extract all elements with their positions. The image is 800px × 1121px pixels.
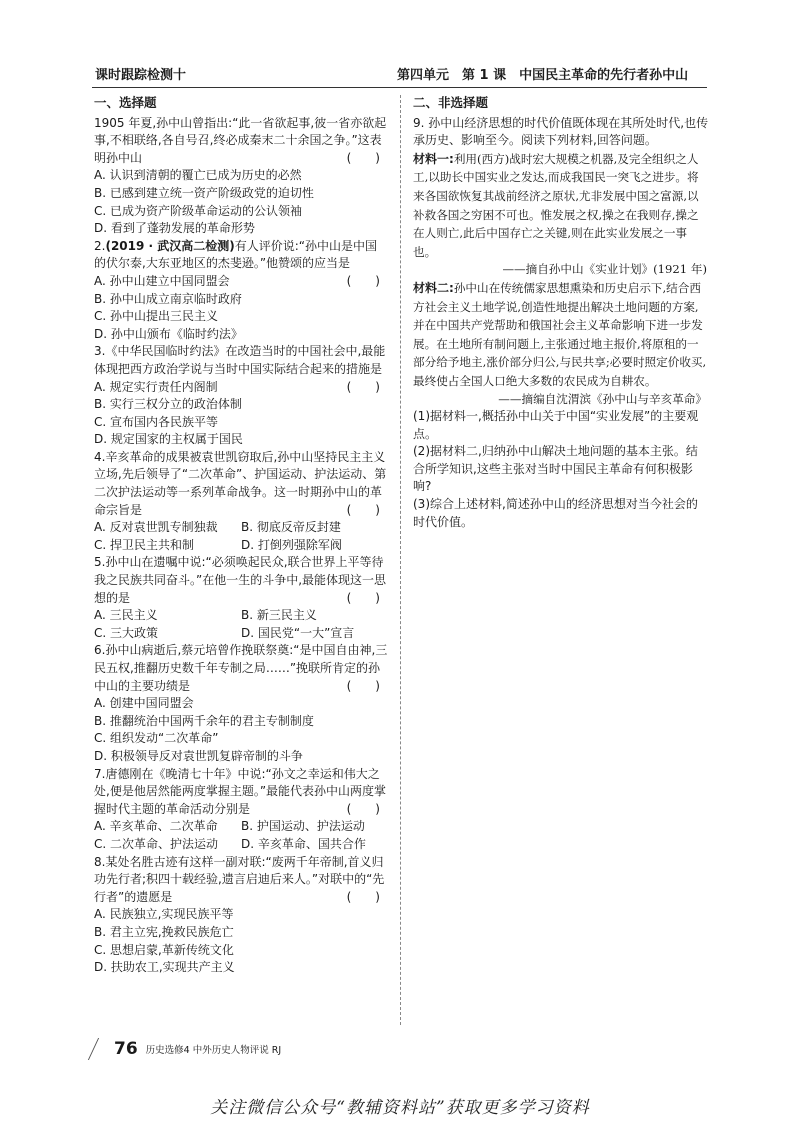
question-stem: 4.辛亥革命的成果被袁世凯窃取后,孙中山坚持民主主义立场,先后领导了“二次革命”、护国运动、护法运动、第二次护法运动等一系列革命战争。这一时期孙中山的革命宗旨是 ( ) bbox=[94, 449, 388, 519]
question-4 bbox=[94, 449, 388, 555]
answer-parentheses: ( ) bbox=[346, 502, 380, 517]
right-column bbox=[413, 92, 709, 531]
question-stem: 2.(2019 · 武汉高二检测)有人评价说:“孙中山是中国的伏尔泰,大东亚地区的杰斐逊。”他赞颂的应当是 ( ) bbox=[94, 238, 388, 273]
page-footer bbox=[93, 1038, 281, 1060]
question-source-tag: (2019 · 武汉高二检测) bbox=[105, 238, 235, 253]
question-stem: 1905 年夏,孙中山曾指出:“此一省欲起事,彼一省亦欲起事,不相联络,各自号召,终必成秦末二十余国之争。”这表明孙中山 ( ) bbox=[94, 115, 388, 168]
material-2 bbox=[413, 279, 709, 391]
material-1 bbox=[413, 150, 709, 262]
section-title-choice: 一、选择题 bbox=[94, 95, 157, 110]
option-a[interactable]: A. 孙中山建立中国同盟会 bbox=[94, 273, 230, 288]
option-d[interactable]: D. 看到了蓬勃发展的革命形势 bbox=[94, 221, 255, 236]
option-c[interactable]: C. 二次革命、护法运动 bbox=[94, 836, 219, 851]
option-c[interactable]: C. 组织发动“二次革命” bbox=[94, 731, 219, 746]
question-stem: 3.《中华民国临时约法》在改造当时的中国社会中,最能体现把西方政治学说与当时中国实际结合起来的措施是 ( ) bbox=[94, 343, 388, 378]
handwritten-promo-note: 关注微信公众号“教辅资料站”获取更多学习资料 bbox=[210, 1098, 590, 1118]
option-b[interactable]: B. 推翻统治中国两千余年的君主专制制度 bbox=[94, 713, 314, 728]
book-title: 历史选修4 中外历史人物评说 RJ bbox=[145, 1045, 282, 1056]
option-b[interactable]: B. 彻底反帝反封建 bbox=[241, 520, 341, 535]
question-7 bbox=[94, 766, 388, 854]
question-stem: 7.唐德刚在《晚清七十年》中说:“孙文之幸运和伟大之处,便是他居然能两度掌握主题。”最能代表孙中山两度掌握时代主题的革命活动分别是 ( ) bbox=[94, 766, 388, 819]
option-d[interactable]: D. 扶助农工,实现共产主义 bbox=[94, 960, 235, 975]
answer-parentheses: ( ) bbox=[346, 801, 380, 816]
material-1-source: ——摘自孙中山《实业计划》(1921 年) bbox=[502, 262, 707, 277]
question-1 bbox=[94, 115, 388, 238]
options-row bbox=[94, 607, 388, 625]
option-d[interactable]: D. 孙中山颁布《临时约法》 bbox=[94, 326, 243, 341]
left-column bbox=[94, 92, 388, 977]
material-2-source: ——摘编自沈渭滨《孙中山与辛亥革命》 bbox=[498, 391, 707, 406]
option-c[interactable]: C. 三大政策 bbox=[94, 625, 159, 640]
question-stem: 8.某处名胜古迹有这样一副对联:“废两千年帝制,首义归功先行者;积四十载经验,遗言启迪后来人。”对联中的“先行者”的遗愿是 ( ) bbox=[94, 854, 388, 907]
question-5 bbox=[94, 554, 388, 642]
question-6 bbox=[94, 642, 388, 765]
option-d[interactable]: D. 规定国家的主权属于国民 bbox=[94, 432, 243, 447]
option-b[interactable]: B. 已感到建立统一资产阶级政党的迫切性 bbox=[94, 185, 314, 200]
option-b[interactable]: B. 实行三权分立的政治体制 bbox=[94, 397, 242, 412]
option-b[interactable]: B. 新三民主义 bbox=[241, 608, 317, 623]
sub-question-1: (1)据材料一,概括孙中山关于中国“实业发展”的主要观点。 bbox=[413, 409, 699, 441]
header-rule bbox=[92, 87, 707, 88]
material-2-label: 材料二: bbox=[413, 280, 454, 295]
option-b[interactable]: B. 护国运动、护法运动 bbox=[241, 819, 365, 834]
option-a[interactable]: A. 三民主义 bbox=[94, 608, 158, 623]
option-d[interactable]: D. 积极领导反对袁世凯复辟帝制的斗争 bbox=[94, 748, 303, 763]
sub-question-3: (3)综合上述材料,简述孙中山的经济思想对当今社会的时代价值。 bbox=[413, 497, 698, 529]
option-c[interactable]: C. 思想启蒙,革新传统文化 bbox=[94, 942, 234, 957]
section-title-nonchoice: 二、非选择题 bbox=[413, 95, 489, 110]
option-a[interactable]: A. 反对袁世凯专制独裁 bbox=[94, 520, 218, 535]
header-left-title: 课时跟踪检测十 bbox=[95, 68, 187, 83]
question-3 bbox=[94, 343, 388, 449]
answer-parentheses: ( ) bbox=[346, 150, 380, 165]
answer-parentheses: ( ) bbox=[346, 590, 380, 605]
options-row bbox=[94, 836, 388, 854]
footer-slash-mark bbox=[88, 1038, 111, 1060]
option-b[interactable]: B. 君主立宪,挽救民族危亡 bbox=[94, 924, 234, 939]
header-right-title: 第四单元 第 1 课 中国民主革命的先行者孙中山 bbox=[397, 68, 689, 83]
material-1-text: 利用(西方)战时宏大规模之机器,及完全组织之人工,以助长中国实业之发达,而成我国民一突飞之进步。将来各国欲恢复其战前经济之原状,尤非发展中国之富源,以补救各国之穷困不可也。惟发展之权,操之在我则存,操之在人则亡,此后中国存亡之关键,则在此实业发展之一事也。 bbox=[413, 151, 699, 259]
answer-parentheses: ( ) bbox=[346, 379, 380, 394]
options-row bbox=[94, 818, 388, 836]
sub-question-2: (2)据材料二,归纳孙中山解决土地问题的基本主张。结合所学知识,这些主张对当时中国民主革命有何积极影响? bbox=[413, 444, 698, 494]
answer-parentheses: ( ) bbox=[346, 273, 380, 288]
options-row bbox=[94, 537, 388, 555]
option-a[interactable]: A. 辛亥革命、二次革命 bbox=[94, 819, 218, 834]
question-stem: 5.孙中山在遗嘱中说:“必须唤起民众,联合世界上平等待我之民族共同奋斗。”在他一生的斗争中,最能体现这一思想的是 ( ) bbox=[94, 554, 388, 607]
answer-parentheses: ( ) bbox=[346, 678, 380, 693]
option-a[interactable]: A. 创建中国同盟会 bbox=[94, 696, 194, 711]
question-8 bbox=[94, 854, 388, 977]
option-d[interactable]: D. 打倒列强除军阀 bbox=[241, 537, 342, 552]
options-row bbox=[94, 625, 388, 643]
option-c[interactable]: C. 捍卫民主共和制 bbox=[94, 537, 195, 552]
column-divider bbox=[400, 95, 401, 1025]
page-number: 76 bbox=[114, 1039, 138, 1059]
option-c[interactable]: C. 孙中山提出三民主义 bbox=[94, 309, 219, 324]
option-a[interactable]: A. 认识到清朝的覆亡已成为历史的必然 bbox=[94, 168, 302, 183]
option-a[interactable]: A. 民族独立,实现民族平等 bbox=[94, 907, 234, 922]
material-2-text: 孙中山在传统儒家思想熏染和历史启示下,结合西方社会主义土地学说,创造性地提出解决土地问题的方案,并在中国共产党帮助和俄国社会主义革命影响下进一步发展。在土地所有制问题上,主张通过地主报价,将原租的一部分给予地主,涨价部分归公,与民共享;必要时照定价收买,最终使占全国人口绝大多数的农民成为自耕农。 bbox=[413, 280, 707, 388]
question-2 bbox=[94, 238, 388, 344]
option-d[interactable]: D. 国民党“一大”宣言 bbox=[241, 625, 355, 640]
option-a[interactable]: A. 规定实行责任内阁制 bbox=[94, 379, 218, 394]
option-c[interactable]: C. 宣布国内各民族平等 bbox=[94, 414, 219, 429]
question-9-intro: 9. 孙中山经济思想的时代价值既体现在其所处时代,也传承历史、影响至今。阅读下列材料,回答问题。 bbox=[413, 115, 709, 148]
option-b[interactable]: B. 孙中山成立南京临时政府 bbox=[94, 291, 242, 306]
answer-parentheses: ( ) bbox=[346, 889, 380, 904]
option-c[interactable]: C. 已成为资产阶级革命运动的公认领袖 bbox=[94, 203, 303, 218]
question-stem: 6.孙中山病逝后,蔡元培曾作挽联祭奠:“是中国自由神,三民五权,推翻历史数千年专制之局……”挽联所肯定的孙中山的主要功绩是 ( ) bbox=[94, 642, 388, 695]
material-1-label: 材料一: bbox=[413, 151, 454, 166]
options-row bbox=[94, 519, 388, 537]
option-d[interactable]: D. 辛亥革命、国共合作 bbox=[241, 836, 366, 851]
